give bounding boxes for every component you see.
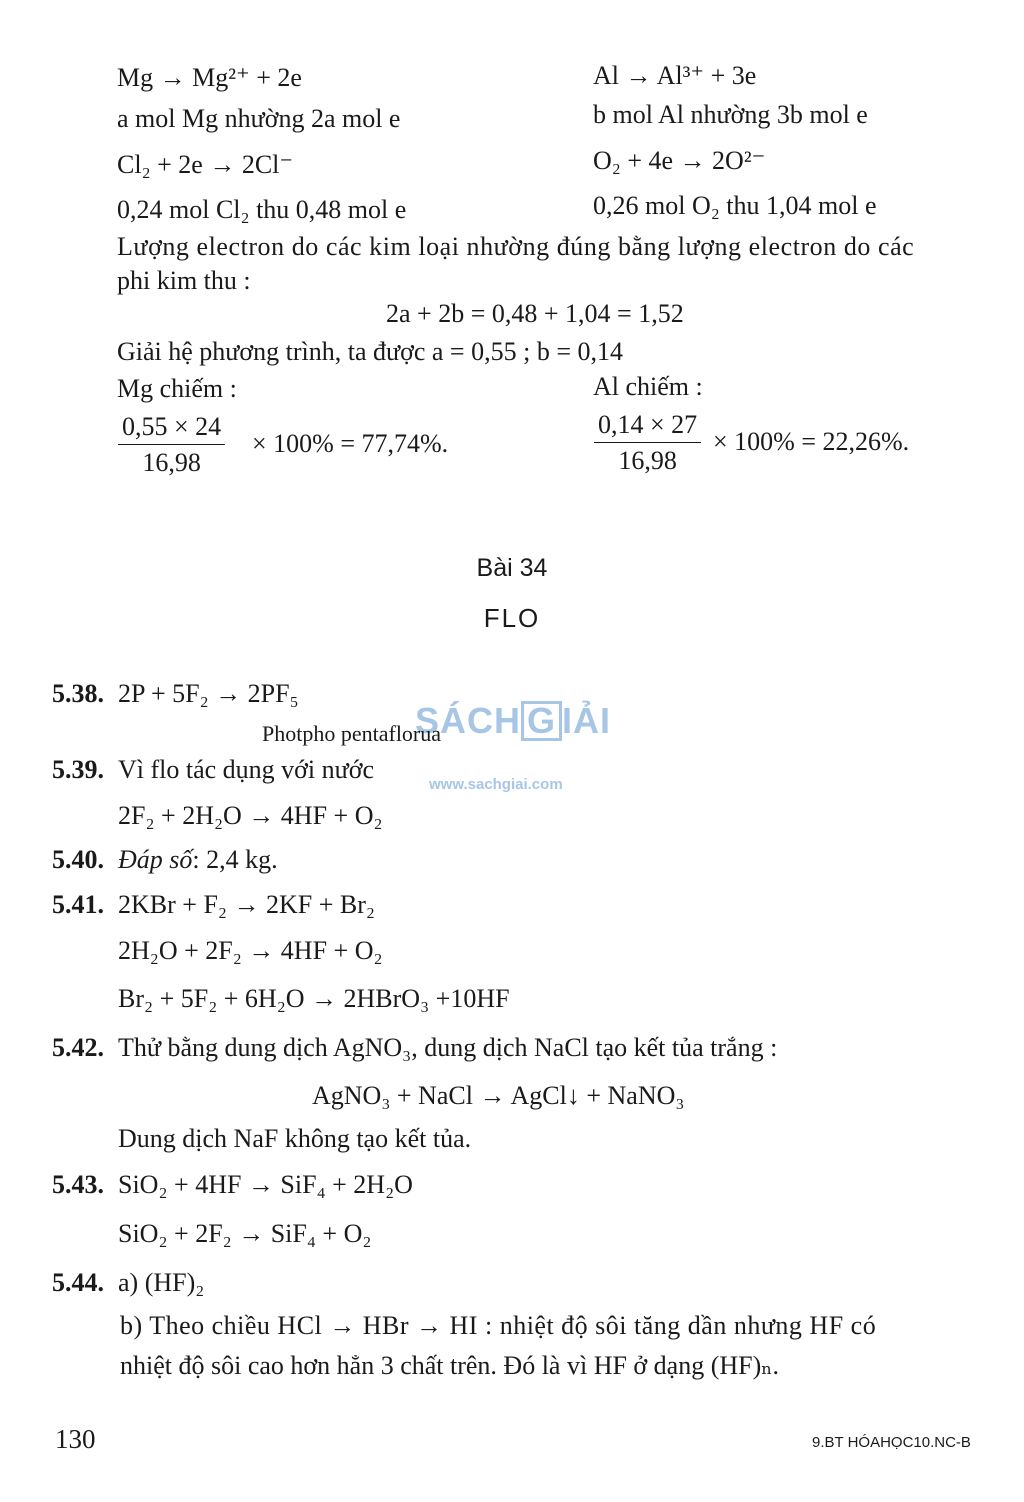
- al-oxidation-eq: Al → Al³⁺ + 3e: [593, 61, 757, 90]
- exercise-5-39-equation: 2F₂ + 2H₂O → 4HF + O₂: [118, 801, 383, 830]
- solve-system-text: Giải hệ phương trình, ta được a = 0,55 ; b = 0,14: [117, 337, 623, 366]
- exercise-5-42-text-2: Dung dịch NaF không tạo kết tủa.: [118, 1124, 472, 1153]
- al-electrons-text: b mol Al nhường 3b mol e: [593, 100, 868, 129]
- watermark-brand: [415, 700, 611, 742]
- exercise-5-42-equation: AgNO₃ + NaCl → AgCl↓ + NaNO₃: [312, 1081, 685, 1110]
- watermark-brand-right: IẢI: [562, 700, 612, 741]
- electron-balance-text: Lượng electron do các kim loại nhường đúng bằng lượng electron do các: [117, 232, 915, 261]
- watermark-url: www.sachgiai.com: [429, 776, 563, 793]
- mg-electrons-text: a mol Mg nhường 2a mol e: [117, 104, 401, 133]
- al-percent-label: Al chiếm :: [593, 372, 703, 401]
- watermark-logo: [415, 700, 625, 800]
- exercise-5-43-equation-1: SiO₂ + 4HF → SiF₄ + 2H₂O: [118, 1170, 413, 1199]
- exercise-5-44-part-b-cont: nhiệt độ sôi cao hơn hẳn 3 chất trên. Đó là vì HF ở dạng (HF)ₙ.: [120, 1351, 780, 1380]
- answer-value: : 2,4 kg.: [192, 845, 278, 874]
- exercise-5-43-equation-2: SiO₂ + 2F₂ → SiF₄ + O₂: [118, 1219, 372, 1248]
- exercise-5-44-label: 5.44.: [52, 1268, 104, 1297]
- al-fraction-numerator: 0,14 × 27: [594, 410, 701, 443]
- exercise-5-41-label: 5.41.: [52, 890, 104, 919]
- mg-oxidation-eq: Mg → Mg²⁺ + 2e: [117, 63, 302, 92]
- exercise-5-39-text: Vì flo tác dụng với nước: [118, 755, 375, 784]
- electron-balance-text-cont: phi kim thu :: [117, 266, 251, 295]
- mg-fraction-denominator: 16,98: [142, 448, 201, 477]
- exercise-5-40-label: 5.40.: [52, 845, 104, 874]
- al-percent-result: × 100% = 22,26%.: [713, 427, 910, 456]
- lesson-number: Bài 34: [476, 554, 548, 582]
- page-number: 130: [55, 1424, 96, 1454]
- exercise-5-39-label: 5.39.: [52, 755, 104, 784]
- exercise-5-38-equation: 2P + 5F₂ → 2PF₅: [118, 679, 299, 708]
- lesson-title: FLO: [483, 603, 541, 633]
- exercise-5-41-equation-3: Br₂ + 5F₂ + 6H₂O → 2HBrO₃ +10HF: [118, 984, 510, 1013]
- al-percent-fraction: [594, 410, 701, 476]
- cl2-electrons-text: 0,24 mol Cl₂ thu 0,48 mol e: [117, 195, 407, 224]
- exercise-5-44-part-a: a) (HF)₂: [118, 1268, 205, 1297]
- exercise-5-41-equation-1: 2KBr + F₂ → 2KF + Br₂: [118, 890, 375, 919]
- o2-reduction-eq: O₂ + 4e → 2O²⁻: [593, 146, 766, 175]
- exercise-5-42-label: 5.42.: [52, 1033, 104, 1062]
- mg-fraction-numerator: 0,55 × 24: [118, 412, 225, 445]
- mg-percent-fraction: [118, 412, 225, 478]
- exercise-5-41-equation-2: 2H₂O + 2F₂ → 4HF + O₂: [118, 936, 383, 965]
- exercise-5-43-label: 5.43.: [52, 1170, 104, 1199]
- mg-percent-label: Mg chiếm :: [117, 374, 237, 403]
- watermark-brand-box: G: [521, 701, 562, 741]
- watermark-brand-left: SÁCH: [415, 700, 522, 741]
- al-fraction-denominator: 16,98: [618, 446, 677, 475]
- balance-equation: 2a + 2b = 0,48 + 1,04 = 1,52: [386, 299, 684, 328]
- o2-electrons-text: 0,26 mol O₂ thu 1,04 mol e: [593, 191, 877, 220]
- cl2-reduction-eq: Cl₂ + 2e → 2Cl⁻: [117, 150, 294, 179]
- exercise-5-42-text: Thử bằng dung dịch AgNO₃, dung dịch NaCl tạo kết tủa trắng :: [118, 1033, 778, 1062]
- exercise-5-38-label: 5.38.: [52, 679, 104, 708]
- book-code: 9.BT HÓAHỌC10.NC-B: [812, 1434, 971, 1451]
- mg-percent-result: × 100% = 77,74%.: [252, 429, 449, 458]
- answer-label: Đáp số: [118, 845, 193, 874]
- exercise-5-38-compound-name: Photpho pentaflorua: [262, 721, 442, 746]
- exercise-5-40-answer: [118, 845, 278, 875]
- exercise-5-44-part-b: b) Theo chiều HCl → HBr → HI : nhiệt độ sôi tăng dần nhưng HF có: [120, 1311, 877, 1340]
